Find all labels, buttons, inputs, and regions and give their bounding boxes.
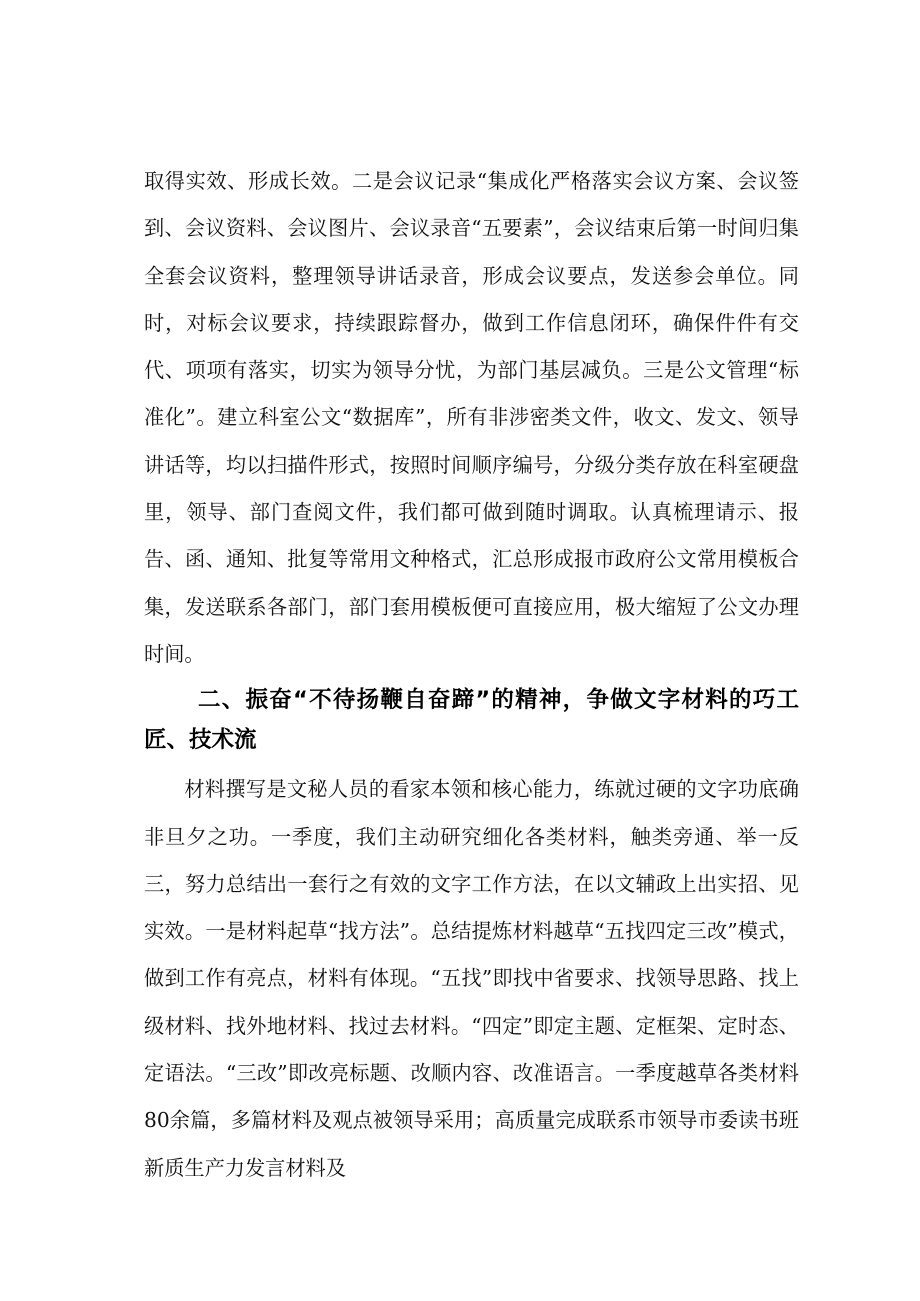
section-heading-2: 二、振奋“不待扬鞭自奋蹄”的精神，争做文字材料的巧工匠、技术流 xyxy=(144,687,799,754)
paragraph-section-2: 材料撰写是文秘人员的看家本领和核心能力，练就过硬的文字功底确非旦夕之功。一季度，我们主动研究细化各类材料，触类旁通、举一反三，努力总结出一套行之有效的文字工作方法，在以文辅政上出实招、见实效。一是材料起草“找方法”。总结提炼材料越草“五找四定三改”模式，做到工作有亮点，材料有体现。“五找”即找中省要求、找领导思路、找上级材料、找外地材料、找过去材料。“四定”即定主题、定框架、定时态、定语法。“三改”即改亮标题、改顺内容、改准语言。一季度越草各类材料80余篇，多篇材料及观点被领导采用；高质量完成联系市领导市委读书班新质生产力发言材料及 xyxy=(144,777,799,1180)
paragraph-continued: 取得实效、形成长效。二是会议记录“集成化严格落实会议方案、会议签到、会议资料、会议图片、会议录音“五要素”，会议结束后第一时间归集全套会议资料，整理领导讲话录音，形成会议要点，发送参会单位。同时，对标会议要求，持续跟踪督办，做到工作信息闭环，确保件件有交代、项项有落实，切实为领导分忧，为部门基层减负。三是公文管理“标准化”。建立科室公文“数据库”，所有非涉密类文件，收文、发文、领导讲话等，均以扫描件形式，按照时间顺序编号，分级分类存放在科室硬盘里，领导、部门查阅文件，我们都可做到随时调取。认真梳理请示、报告、函、通知、批复等常用文种格式，汇总形成报市政府公文常用模板合集，发送联系各部门，部门套用模板便可直接应用，极大缩短了公文办理时间。 xyxy=(144,169,799,666)
document-page xyxy=(144,158,799,1192)
